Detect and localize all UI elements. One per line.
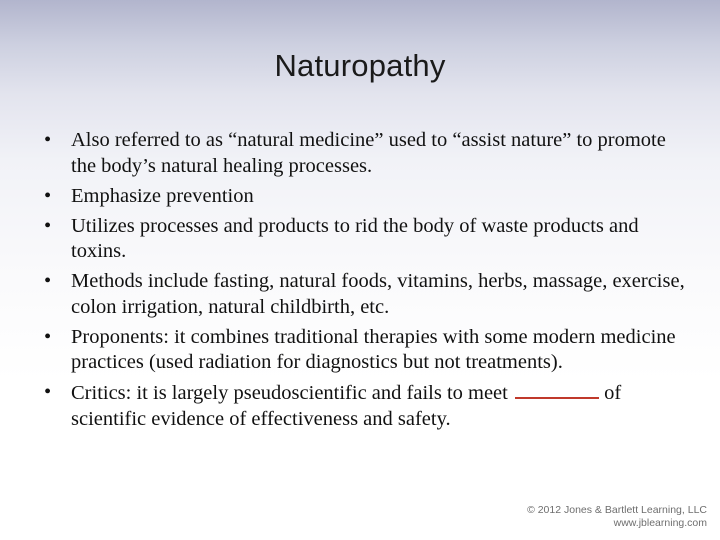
bullet-text: Also referred to as “natural medicine” used to “assist nature” to promote the body’s natural healing processes. [71, 129, 666, 177]
bullet-item [44, 128, 694, 179]
bullet-icon: • [44, 129, 52, 151]
bullet-text: Proponents: it combines traditional therapies with some modern medicine practices (used radiation for diagnostics but not treatments). [71, 325, 676, 373]
bullet-text: Utilizes processes and products to rid the body of waste products and toxins. [71, 214, 639, 262]
bullet-text: Methods include fasting, natural foods, vitamins, herbs, massage, exercise, colon irrigation, natural childbirth, etc. [71, 270, 685, 318]
bullet-icon: • [44, 214, 52, 237]
bullet-text-before-blank: Critics: it is largely pseudoscientific and fails to meet [71, 382, 508, 404]
bullet-text-after-blank: of scientific evidence of effectiveness and safety. [71, 382, 622, 430]
bullet-text: Emphasize prevention [71, 184, 254, 207]
bullet-icon: • [44, 270, 52, 292]
bullet-icon: • [44, 325, 52, 348]
copyright-text: © 2012 Jones & Bartlett Learning, LLC [527, 504, 707, 516]
website-url: www.jblearning.com [613, 517, 707, 529]
bullet-list [44, 128, 694, 437]
bullet-item [44, 184, 694, 210]
bullet-icon: • [44, 381, 52, 403]
fill-in-blank [515, 380, 599, 399]
copyright-notice [527, 504, 707, 530]
bullet-icon: • [44, 184, 52, 207]
bullet-item [44, 380, 694, 432]
bullet-item [44, 214, 694, 265]
bullet-item [44, 325, 694, 376]
bullet-item [44, 269, 694, 320]
slide-title: Naturopathy [274, 48, 446, 83]
